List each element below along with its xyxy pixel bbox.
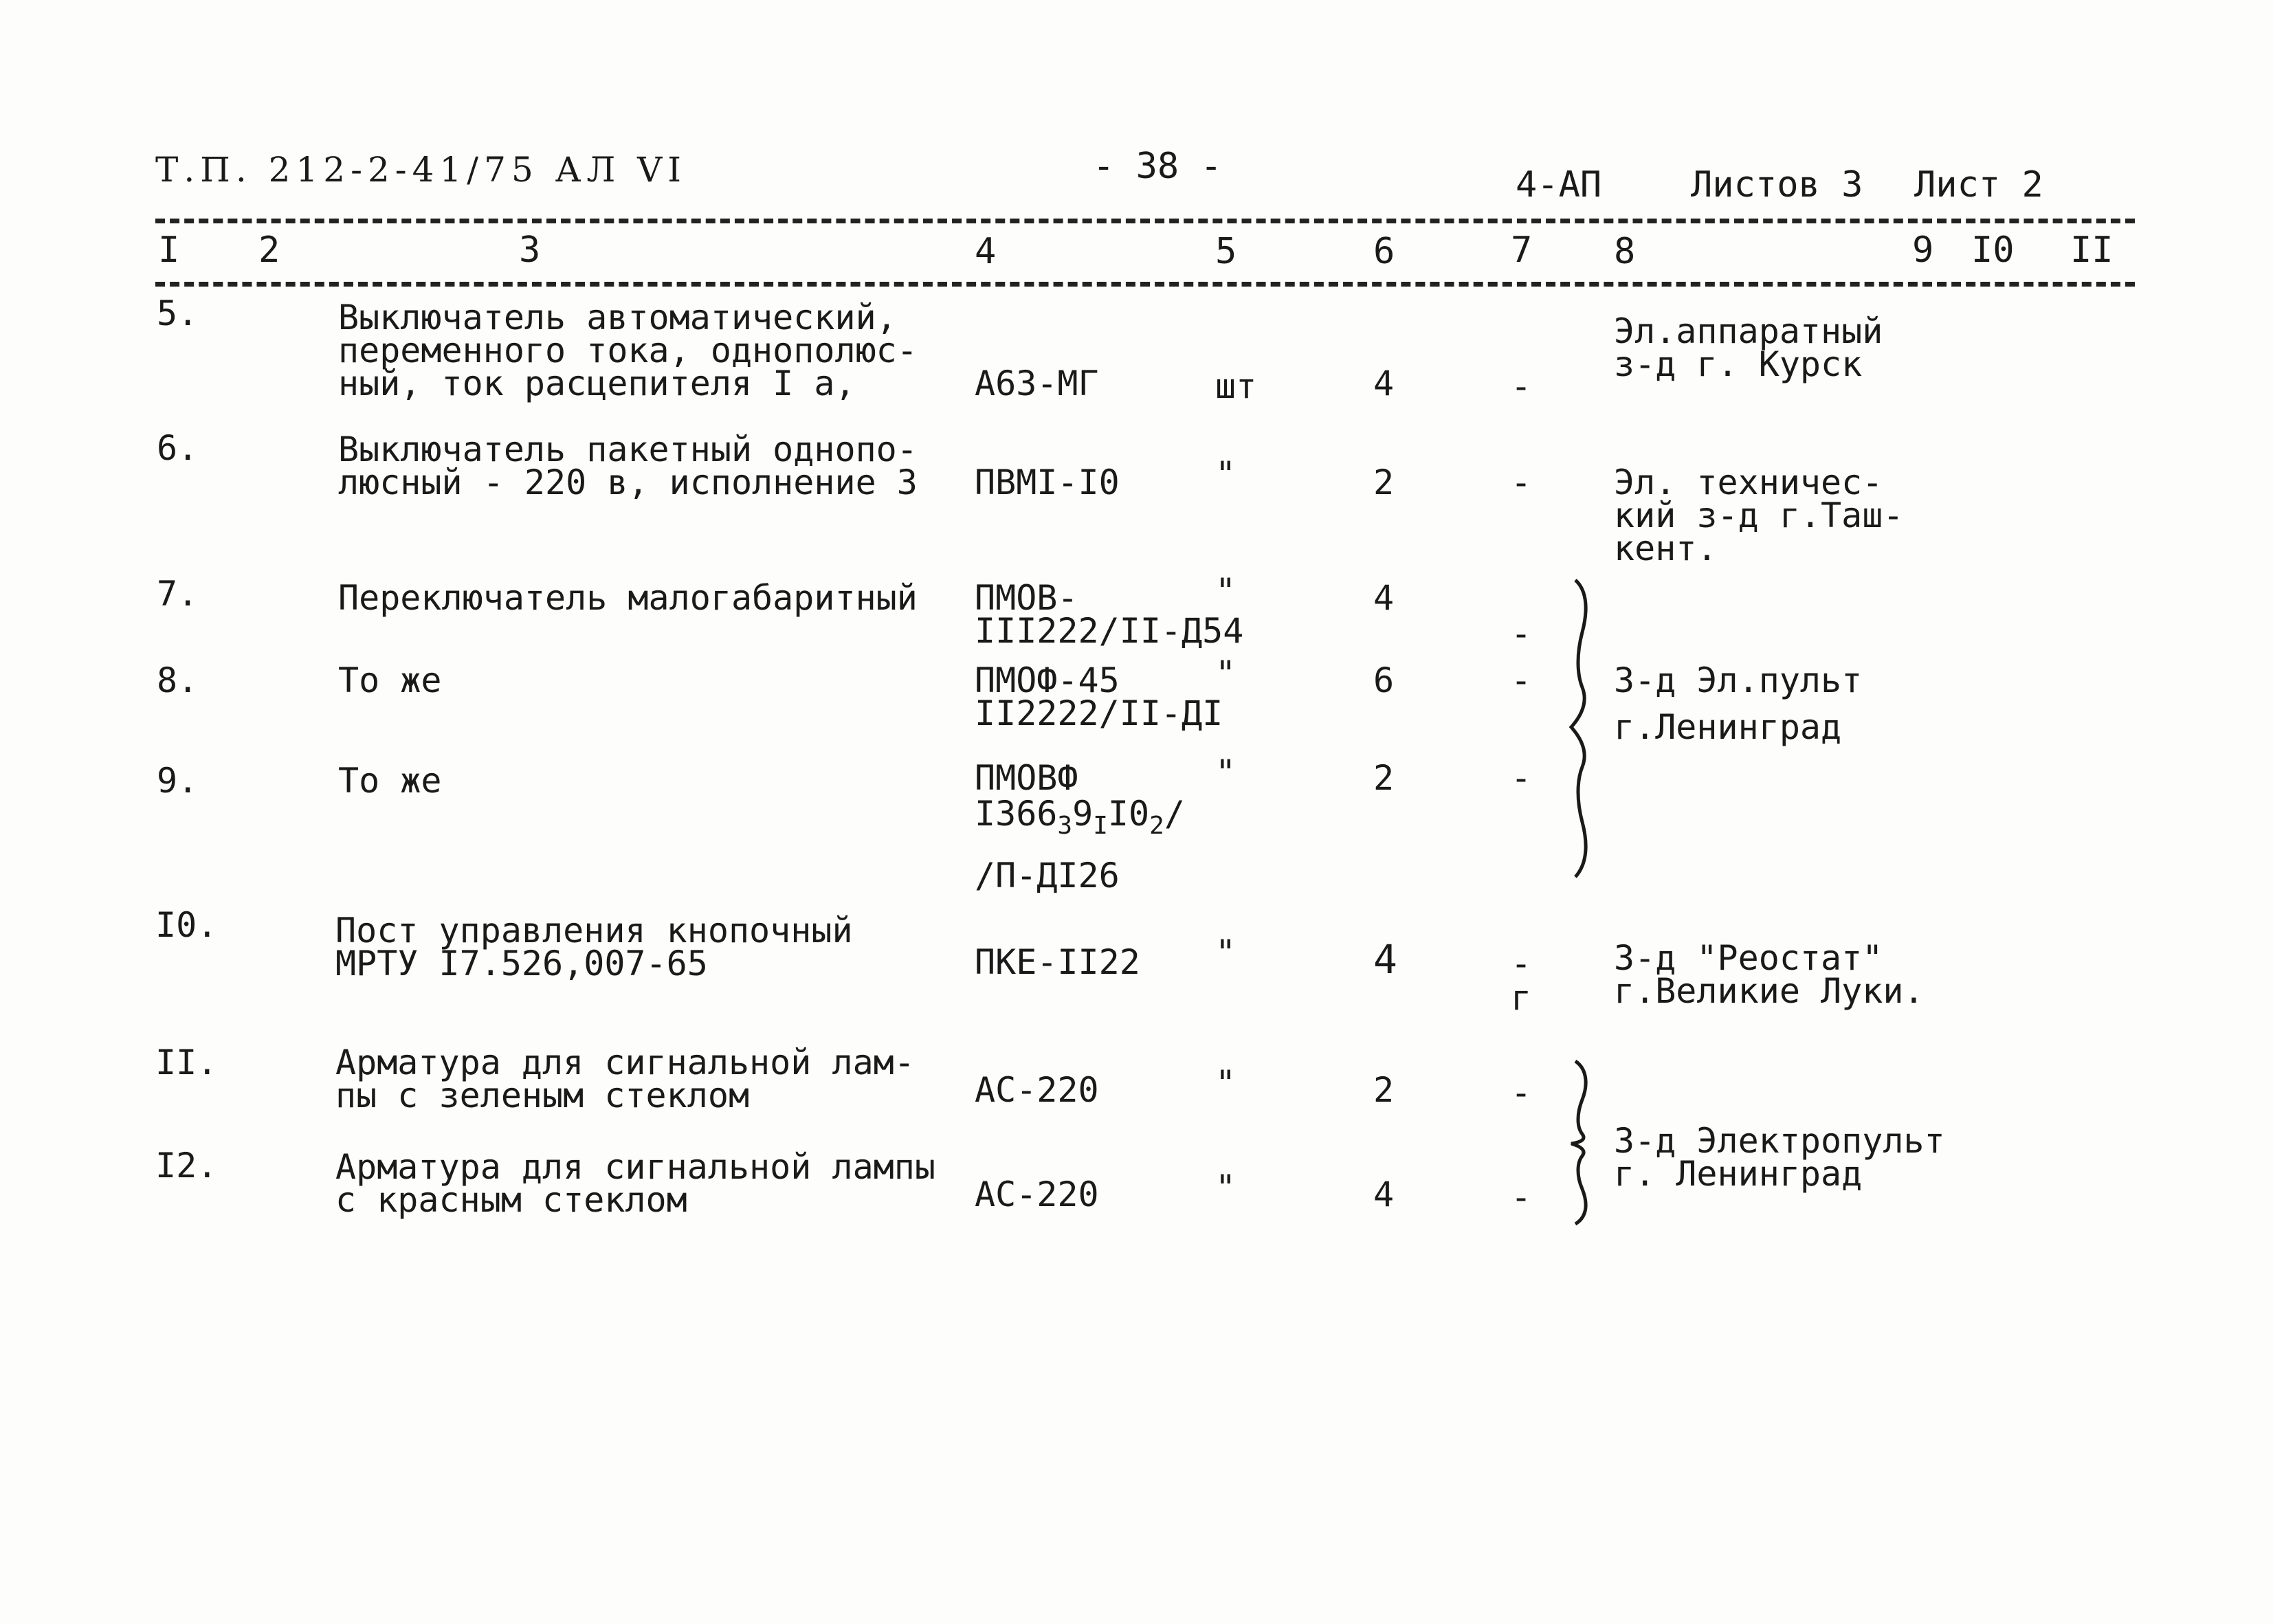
row-9-unit: " <box>1215 753 1237 792</box>
row-9-type-line-3: /П-ДI26 <box>975 856 1120 896</box>
row-6-unit: " <box>1215 454 1237 494</box>
sheets-total: Листов 3 <box>1691 164 1863 205</box>
header-bottom-rule <box>155 282 2135 287</box>
column-5-header: 5 <box>1215 231 1237 272</box>
row-11-name-line-1: Арматура для сигнальной лам- <box>335 1043 915 1082</box>
supplier-tashkent-line-2: кий з-д г.Таш- <box>1614 496 1904 535</box>
page-number: - 38 - <box>1093 146 1222 187</box>
row-5-name-line-2: переменного тока, однополюс- <box>338 331 918 370</box>
row-7-name: Переключатель малогабаритный <box>338 578 918 618</box>
album-code: 4-АП <box>1516 164 1602 205</box>
supplier-elpult-line-2: г.Ленинград <box>1614 707 1842 747</box>
row-8-name: То же <box>338 660 442 700</box>
column-10-header: I0 <box>1971 230 2015 271</box>
supplier-elpult-line-1: З-д Эл.пульт <box>1614 660 1863 700</box>
row-5-name-line-1: Выключатель автоматический, <box>338 298 897 337</box>
row-6-number: 6. <box>157 428 199 468</box>
column-4-header: 4 <box>975 231 997 272</box>
row-10-col7-dash: - <box>1511 944 1532 983</box>
row-10-unit: " <box>1215 933 1237 972</box>
row-7-type-line-2: III222/II-Д54 <box>975 611 1244 651</box>
row-5-unit: шт <box>1215 366 1257 406</box>
row-9-name: То же <box>338 761 442 801</box>
row-7-quantity: 4 <box>1373 578 1395 618</box>
row-10-name-line-1: Пост управления кнопочный <box>335 911 853 950</box>
row-9-quantity: 2 <box>1373 758 1395 798</box>
row-12-number: I2. <box>155 1146 218 1186</box>
header-top-rule <box>155 219 2135 223</box>
row-11-number: II. <box>155 1043 218 1082</box>
row-10-type: ПКЕ-II22 <box>975 942 1140 982</box>
row-5-type: А63-МГ <box>975 364 1099 403</box>
row-12-type: АС-220 <box>975 1175 1099 1214</box>
row-11-col7: - <box>1511 1073 1532 1113</box>
row-9-type-line-1: ПМОВФ <box>975 758 1078 798</box>
row-11-quantity: 2 <box>1373 1070 1395 1110</box>
row-8-col7: - <box>1511 660 1532 700</box>
row-12-name-line-1: Арматура для сигнальной лампы <box>335 1147 935 1187</box>
row-12-unit: " <box>1215 1168 1237 1208</box>
supplier-reostat-line-2: г.Великие Луки. <box>1614 971 1925 1011</box>
supplier-kursk-line-2: з-д г. Курск <box>1614 344 1863 384</box>
row-7-number: 7. <box>157 574 199 614</box>
curly-brace-icon <box>1567 1058 1601 1227</box>
row-5-number: 5. <box>157 293 199 333</box>
row-10-number: I0. <box>155 905 218 945</box>
row-7-col7: - <box>1511 614 1532 654</box>
row-8-unit: " <box>1215 654 1237 693</box>
supplier-kursk-line-1: Эл.аппаратный <box>1614 311 1883 351</box>
row-7-type-line-1: ПМОВ- <box>975 578 1078 618</box>
row-9-number: 9. <box>157 761 199 801</box>
column-1-header: I <box>158 230 180 271</box>
column-3-header: 3 <box>519 230 541 271</box>
row-11-name-line-2: пы с зеленым стеклом <box>335 1076 750 1115</box>
row-6-name-line-1: Выключатель пакетный однопо- <box>338 430 918 469</box>
supplier-elektropult-line-2: г. Ленинград <box>1614 1154 1863 1194</box>
document-reference: Т.П. 212-2-41/75 АЛ VI <box>155 150 687 190</box>
row-9-col7: - <box>1511 758 1532 798</box>
row-8-number: 8. <box>157 660 199 700</box>
row-12-col7: - <box>1511 1177 1532 1217</box>
row-10-name-line-2: МРТУ I7.526,007-65 <box>335 944 708 983</box>
row-12-quantity: 4 <box>1373 1175 1395 1214</box>
column-2-header: 2 <box>258 230 280 271</box>
row-8-type-line-2: II2222/II-ДI <box>975 693 1223 733</box>
curly-brace-icon <box>1567 577 1601 880</box>
row-10-quantity: 4 <box>1373 936 1397 983</box>
row-8-quantity: 6 <box>1373 660 1395 700</box>
column-11-header: II <box>2070 230 2114 271</box>
row-6-quantity: 2 <box>1373 463 1395 502</box>
row-11-type: АС-220 <box>975 1070 1099 1110</box>
row-6-col7: - <box>1511 463 1532 502</box>
supplier-elektropult-line-1: З-д Электропульт <box>1614 1121 1945 1161</box>
column-7-header: 7 <box>1511 230 1533 271</box>
supplier-tashkent-line-1: Эл. техничес- <box>1614 463 1883 502</box>
row-5-col7: - <box>1511 366 1532 406</box>
row-7-unit: " <box>1215 571 1237 611</box>
row-6-name-line-2: люсный - 220 в, исполнение 3 <box>338 463 918 502</box>
row-10-col7-note: г <box>1511 978 1532 1018</box>
supplier-tashkent-line-3: кент. <box>1614 529 1718 568</box>
column-8-header: 8 <box>1614 231 1636 272</box>
column-6-header: 6 <box>1373 231 1395 272</box>
row-9-type-line-2: $I366_39_II0_2/$ <box>975 794 1185 840</box>
row-5-quantity: 4 <box>1373 364 1395 403</box>
supplier-reostat-line-1: З-д "Реостат" <box>1614 938 1883 978</box>
column-9-header: 9 <box>1912 230 1934 271</box>
row-11-unit: " <box>1215 1063 1237 1103</box>
row-6-type: ПВМI-I0 <box>975 463 1120 502</box>
row-5-name-line-3: ный, ток расцепителя I а, <box>338 364 856 403</box>
sheet-current: Лист 2 <box>1914 164 2043 205</box>
row-12-name-line-2: с красным стеклом <box>335 1180 687 1220</box>
row-8-type-line-1: ПМОФ-45 <box>975 660 1120 700</box>
